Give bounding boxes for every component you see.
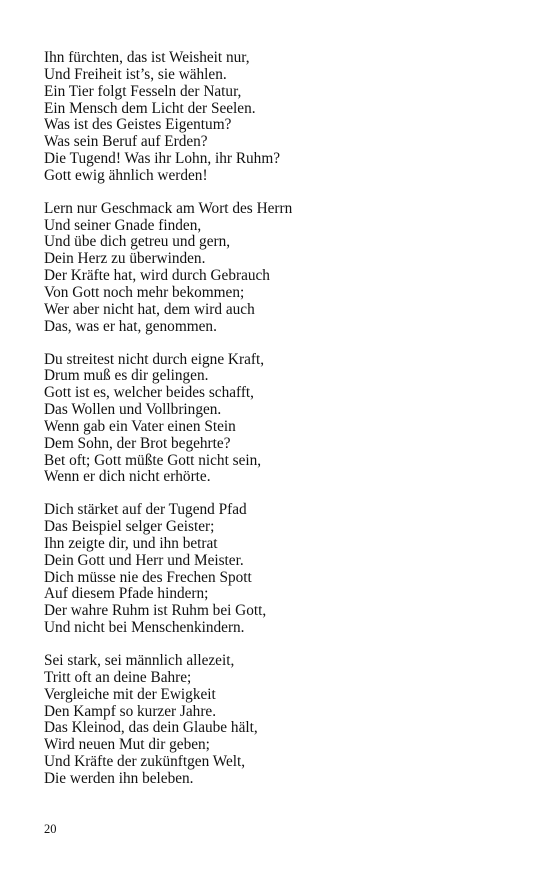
verse-line: Vergleiche mit der Ewigkeit: [44, 685, 216, 703]
stanza-5: [44, 653, 514, 788]
verse-line: Das, was er hat, genommen.: [44, 317, 217, 335]
verse-line: Die werden ihn beleben.: [44, 769, 194, 787]
verse-line: Und Freiheit ist’s, sie wählen.: [44, 65, 227, 83]
verse-line: Ihn fürchten, das ist Weisheit nur,: [44, 49, 250, 66]
verse-line: Dein Herz zu überwinden.: [44, 250, 206, 268]
stanza-1: [44, 50, 514, 185]
verse-line: Ein Tier folgt Fesseln der Natur,: [44, 82, 242, 100]
stanza-2: [44, 201, 514, 336]
verse-line: Was ist des Geistes Eigentum?: [44, 116, 232, 134]
verse-line: Von Gott noch mehr bekommen;: [44, 283, 245, 301]
verse-line: Auf diesem Pfade hindern;: [44, 585, 209, 603]
verse-line: Dich stärket auf der Tugend Pfad: [44, 501, 247, 519]
verse-line: Dich müsse nie des Frechen Spott: [44, 568, 252, 586]
verse-line: Und übe dich getreu und gern,: [44, 233, 231, 251]
verse-line: Und Kräfte der zukünftgen Welt,: [44, 753, 246, 771]
verse-line: Gott ewig ähnlich werden!: [44, 166, 208, 184]
stanza-3: [44, 352, 514, 487]
verse-line: Lern nur Geschmack am Wort des Herrn: [44, 199, 293, 217]
verse-line: Den Kampf so kurzer Jahre.: [44, 702, 217, 720]
page-number: 20: [44, 822, 57, 836]
verse-line: Und nicht bei Menschenkindern.: [44, 619, 245, 637]
verse-line: Gott ist es, welcher beides schafft,: [44, 384, 254, 402]
verse-line: Dein Gott und Herr und Meister.: [44, 551, 244, 569]
verse-line: Ihn zeigte dir, und ihn betrat: [44, 534, 218, 552]
poem-text: [44, 50, 514, 804]
verse-line: Wird neuen Mut dir geben;: [44, 736, 210, 754]
verse-line: Bet oft; Gott müßte Gott nicht sein,: [44, 451, 262, 469]
verse-line: Dem Sohn, der Brot begehrte?: [44, 434, 231, 452]
verse-line: Was sein Beruf auf Erden?: [44, 133, 208, 151]
verse-line: Das Kleinod, das dein Glaube hält,: [44, 719, 258, 737]
verse-line: Tritt oft an deine Bahre;: [44, 668, 192, 686]
stanza-4: [44, 502, 514, 637]
verse-line: Der Kräfte hat, wird durch Gebrauch: [44, 267, 270, 285]
verse-line: Drum muß es dir gelingen.: [44, 367, 209, 385]
verse-line: Der wahre Ruhm ist Ruhm bei Gott,: [44, 602, 267, 620]
verse-line: Und seiner Gnade finden,: [44, 216, 202, 234]
verse-line: Wer aber nicht hat, dem wird auch: [44, 300, 255, 318]
verse-line: Die Tugend! Was ihr Lohn, ihr Ruhm?: [44, 150, 281, 168]
verse-line: Wenn gab ein Vater einen Stein: [44, 417, 236, 435]
verse-line: Ein Mensch dem Licht der Seelen.: [44, 99, 256, 117]
verse-line: Du streitest nicht durch eigne Kraft,: [44, 350, 265, 368]
verse-line: Das Beispiel selger Geister;: [44, 518, 215, 536]
verse-line: Sei stark, sei männlich allezeit,: [44, 652, 235, 669]
verse-line: Wenn er dich nicht erhörte.: [44, 468, 211, 486]
verse-line: Das Wollen und Vollbringen.: [44, 401, 222, 419]
